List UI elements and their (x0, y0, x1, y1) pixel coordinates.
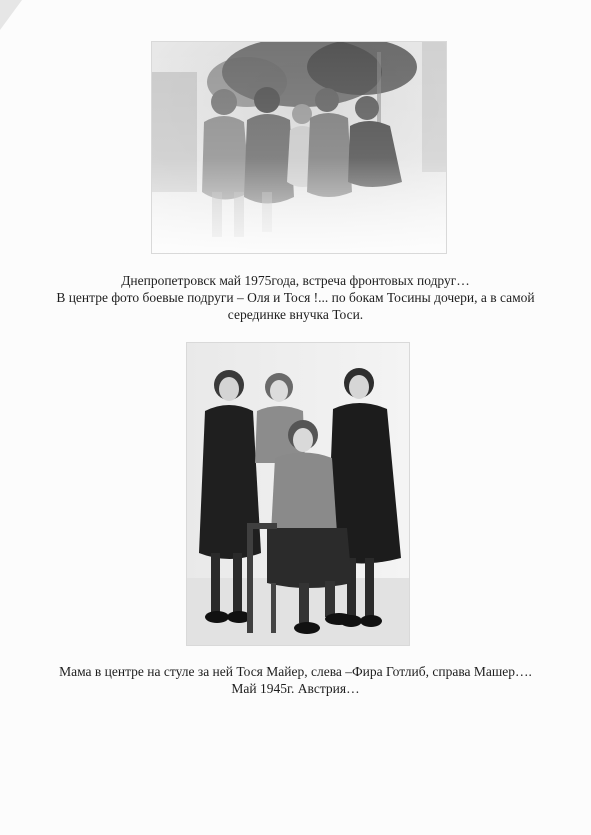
caption-1945-line-1: Мама в центре на стуле за ней Тося Майер, слева –Фира Готлиб, справа Машер…. (59, 664, 532, 679)
caption-1975 (20, 272, 571, 323)
photo-1945-uniform (186, 342, 410, 646)
caption-1975-line-3: серединке внучка Тоси. (227, 307, 364, 322)
photo-1945-image (187, 343, 409, 645)
caption-1945 (20, 663, 571, 697)
caption-1945-line-2: Май 1945г. Австрия… (231, 681, 360, 696)
photo-1975-image (152, 42, 446, 253)
photo-1975-meeting (151, 41, 447, 254)
caption-1975-line-2: В центре фото боевые подруги – Оля и Тося !... по бокам Тосины дочери, а в самой (56, 290, 535, 305)
caption-1975-line-1: Днепропетровск май 1975года, встреча фронтовых подруг… (121, 273, 470, 288)
page-corner (0, 0, 22, 30)
